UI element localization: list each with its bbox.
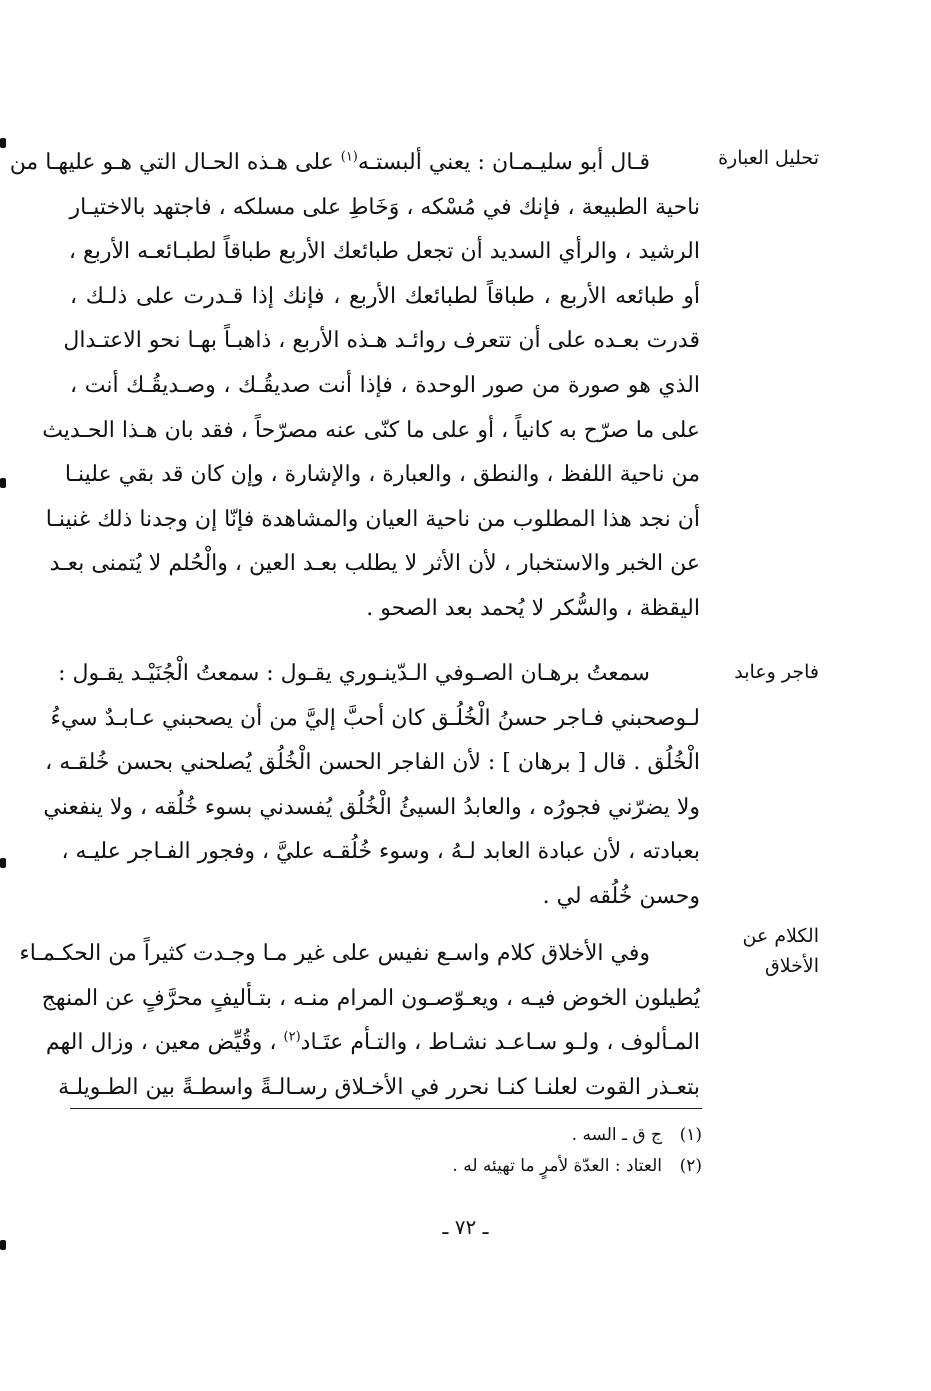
footnote-marker: (١) [340, 149, 358, 165]
side-heading-line: الأخلاق [765, 955, 819, 977]
text-line: أو طبائعه الأربع ، طباقاً لطبائعك الأربع ، فإنك إذا قـدرت على ذلـك ، [70, 283, 700, 309]
text-line: ولا يضرّني فجورُه ، والعابدُ السيئُ الْخُلُق يُفسدني بسوء خُلُقه ، ولا ينفعني [43, 794, 700, 820]
text-line: من ناحية اللفظ ، والنطق ، والعبارة ، والإشارة ، وإن كان قد بقي علينـا [64, 462, 700, 488]
footnote-text: العتاد : العدّة لأمرٍ ما تهيئه له . [452, 1156, 662, 1176]
side-heading [709, 143, 819, 173]
page-number: ـ ٧٢ ـ [442, 1215, 489, 1239]
footnote-number: (٢) [679, 1156, 702, 1176]
scan-edge-mark [0, 138, 6, 148]
footnote-marker: (٢) [283, 1029, 301, 1045]
scan-edge-mark [0, 478, 6, 488]
text-line: على ما صرّح به كانياً ، أو على ما كنّى عنه مصرّحاً ، فقد بان هـذا الحـديث [42, 417, 700, 443]
footnote [70, 1120, 702, 1151]
side-heading-line: فاجر وعابد [734, 661, 819, 683]
paragraph [9, 141, 700, 632]
side-heading [709, 921, 819, 981]
text-line: قدرت بعـده على أن تتعرف روائـد هـذه الأربع ، ذاهبـاً بهـا نحو الاعتـدال [63, 328, 700, 354]
side-heading-line: تحليل العبارة [718, 147, 819, 169]
text-line: المـألوف ، ولـو سـاعـد نشـاط ، والتـأم عتَـاد$^{(٢)}$ ، وقُيِّض معين ، وزال الهم [45, 1029, 700, 1056]
footnote [70, 1151, 702, 1182]
scan-edge-mark [0, 858, 6, 868]
text-line: عن الخبر والاستخبار ، لأن الأثر لا يطلب بعـد العين ، والْحُلم لا يُتمنى بعـد [49, 551, 700, 577]
text-line: الذي هو صورة من صور الوحدة ، فإذا أنت صديقُـك ، وصـديقُـك أنت ، [70, 372, 700, 398]
footnote-text: ج ق ـ السه . [571, 1125, 662, 1145]
text-line: وفي الأخلاق كلام واسـع نفيس على غير مـا وجـدت كثيراً من الحكـمـاء [19, 941, 650, 966]
text-line: سمعتُ برهـان الصـوفي الـدّينـوري يقـول : سمعتُ الْجُنَيْـد يقـول : [58, 661, 650, 686]
scan-edge-mark [0, 1240, 6, 1250]
footnotes [70, 1120, 702, 1182]
text-line: الرشيد ، والرأي السديد أن تجعل طبائعك الأربع طباقاً لطبـائعـه الأربع ، [68, 239, 700, 265]
text-line: قـال أبو سليـمـان : يعني ألبستـه$^{(١)}$ على هـذه الحـال التي هـو عليهـا من [9, 149, 650, 175]
text-line: أن نجد هذا المطلوب من ناحية العيان والمشاهدة فإنّا إن وجدنا ذلك غنينـا [45, 506, 700, 532]
text-line: الْخُلُق . قال [ برهان ] : لأن الفاجر الحسن الْخُلُق يُصلحني بحسن خُلقـه ، [45, 750, 700, 776]
footnote-number: (١) [679, 1125, 702, 1145]
text-line: لـوصحبني فـاجر حسنُ الْخُلُـق كان أحبَّ إليَّ من أن يصحبني عـابـدٌ سيءُ [50, 705, 700, 731]
text-line: بتعـذر القوت لعلنـا كنـا نحرر في الأخـلاق رسـالـةً واسطـةً بين الطـويلـة [58, 1074, 700, 1100]
side-heading [709, 657, 819, 687]
side-heading-line: الكلام عن [742, 925, 819, 947]
text-line: بعبادته ، لأن عبادة العابد لـهُ ، وسوء خُلُقـه عليَّ ، وفجور الفـاجر عليـه ، [61, 839, 700, 865]
paragraph [19, 932, 700, 1110]
text-line: يُطيلون الخوض فيـه ، ويعـوّصـون المرام منـه ، بتـأليفٍ محرَّفٍ عن المنهج [41, 985, 700, 1011]
footnote-rule [70, 1108, 702, 1109]
paragraph [43, 652, 700, 920]
text-line: وحسن خُلُقه لي . [542, 883, 700, 909]
text-line: ناحية الطبيعة ، فإنك في مُسْكه ، وَخَاطِ على مسلكه ، فاجتهد بالاختيـار [69, 194, 700, 220]
text-line: اليقظة ، والسُّكر لا يُحمد بعد الصحو . [366, 595, 700, 621]
